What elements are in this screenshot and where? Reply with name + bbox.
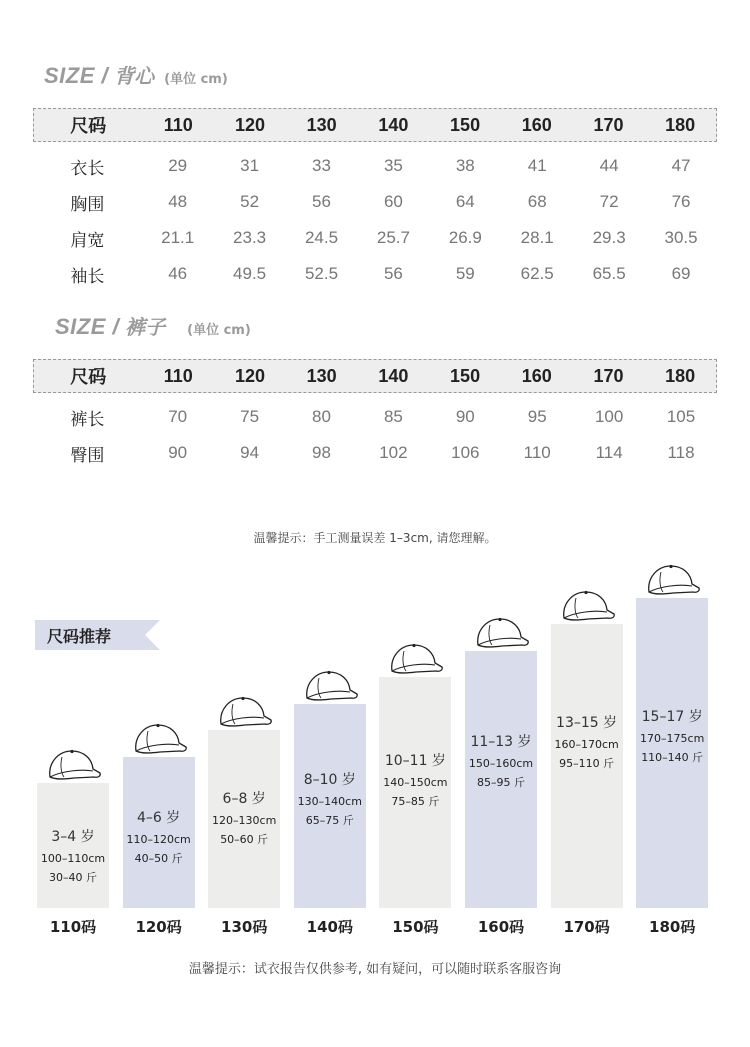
table-cell: 48 (168, 192, 188, 211)
table-cell: 64 (455, 192, 475, 211)
age-range: 10–11 岁 (384, 752, 446, 769)
weight-range: 30–40 斤 (49, 871, 97, 884)
table-cell: 52 (240, 192, 260, 211)
vest-size-table (33, 108, 717, 292)
height-range: 150–160cm (468, 756, 534, 770)
table-cell: 105 (666, 407, 696, 426)
table-cell: 30.5 (664, 228, 698, 247)
table-cell: 106 (451, 443, 480, 462)
table-cell: 80 (312, 407, 331, 426)
header-size: 150 (450, 114, 481, 135)
table-cell: 49.5 (233, 264, 267, 283)
height-range: 110–120cm (126, 832, 191, 846)
size-code-label: 160码 (477, 918, 525, 936)
table-cell: 69 (671, 264, 691, 283)
age-range: 13–15 岁 (556, 714, 618, 731)
table-cell: 52.5 (304, 264, 339, 283)
cap-icon (386, 641, 444, 681)
measurement-tip: 温馨提示：手工测量误差 1–3cm, 请您理解。 (253, 531, 497, 545)
row-label: 袖长 (70, 266, 105, 287)
pants-title-en: SIZE / (55, 314, 120, 339)
weight-range: 50–60 斤 (220, 832, 269, 846)
weight-range: 65–75 斤 (305, 813, 354, 827)
table-cell: 110 (523, 443, 551, 462)
weight-range: 110–140 斤 (641, 751, 704, 764)
header-size: 160 (521, 365, 552, 386)
recommend-bar-column (465, 651, 537, 908)
table-cell: 28.1 (520, 228, 554, 247)
size-code-label: 150码 (392, 918, 439, 936)
weight-range: 75–85 斤 (391, 794, 440, 808)
age-range: 8–10 岁 (303, 771, 356, 788)
header-size: 140 (378, 365, 409, 386)
cap-icon (301, 668, 359, 708)
size-code-label: 170码 (563, 918, 610, 936)
table-cell: 102 (379, 443, 408, 462)
pants-section-title (55, 311, 251, 340)
cap-icon (44, 747, 102, 787)
table-cell: 72 (599, 192, 619, 211)
header-size: 180 (665, 365, 696, 386)
table-cell: 38 (455, 156, 475, 175)
table-cell: 62.5 (520, 264, 554, 283)
pants-header-row (33, 359, 717, 393)
header-size: 150 (450, 365, 481, 386)
table-cell: 44 (599, 156, 619, 175)
row-label: 胸围 (70, 194, 105, 215)
table-cell: 47 (671, 156, 691, 175)
header-size: 110 (163, 114, 193, 135)
weight-range: 85–95 斤 (477, 775, 525, 789)
table-cell: 65.5 (592, 264, 626, 283)
header-label: 尺码 (70, 116, 107, 137)
cap-icon (558, 588, 616, 628)
table-row (33, 220, 717, 256)
header-size: 170 (593, 365, 624, 386)
header-size: 110 (163, 365, 193, 386)
row-label: 衣长 (70, 158, 105, 179)
table-cell: 46 (168, 264, 188, 283)
cap-icon (130, 721, 188, 761)
table-cell: 94 (240, 443, 260, 462)
recommend-bar-column (37, 783, 109, 908)
table-cell: 75 (240, 407, 260, 426)
vest-title-en: SIZE / (44, 63, 109, 88)
table-cell: 35 (383, 156, 403, 175)
table-row (33, 399, 717, 435)
height-range: 160–170cm (554, 737, 619, 751)
table-cell: 68 (527, 192, 547, 211)
table-row (33, 435, 717, 471)
recommend-bar-column (551, 624, 623, 908)
age-range: 15–17 岁 (641, 709, 703, 725)
weight-range: 95–110 斤 (559, 756, 615, 770)
table-cell: 70 (168, 407, 188, 426)
table-cell: 31 (240, 156, 260, 175)
fitting-tip: 温馨提示：试衣报告仅供参考, 如有疑问，可以随时联系客服咨询 (188, 962, 562, 977)
vest-header-row (33, 108, 717, 142)
table-cell: 56 (312, 192, 331, 211)
recommend-bar-column (208, 730, 280, 908)
vest-title-cn: 背心 (114, 64, 155, 88)
table-row (33, 256, 717, 292)
size-code-label: 180码 (649, 918, 696, 936)
height-range: 140–150cm (383, 775, 448, 789)
header-size: 120 (234, 114, 265, 135)
header-size: 120 (234, 365, 265, 386)
table-cell: 90 (455, 407, 475, 426)
cap-icon (215, 694, 273, 734)
row-label: 肩宽 (70, 230, 105, 251)
recommend-bar-column (123, 757, 195, 908)
table-cell: 29.3 (592, 228, 626, 247)
table-cell: 100 (594, 407, 624, 426)
table-cell: 76 (671, 192, 691, 211)
table-row (33, 148, 717, 184)
table-cell: 118 (667, 443, 695, 462)
table-cell: 95 (527, 407, 547, 426)
row-label: 臀围 (70, 445, 105, 466)
vest-section-title (44, 60, 228, 89)
recommend-bar-column (636, 598, 708, 908)
recommend-title: 尺码推荐 (47, 627, 112, 646)
size-code-label: 130码 (221, 918, 268, 936)
age-range: 11–13 岁 (470, 733, 532, 750)
row-label: 裤长 (70, 409, 105, 430)
height-range: 100–110cm (40, 852, 106, 865)
pants-size-table (33, 359, 717, 471)
table-cell: 98 (312, 443, 331, 462)
table-cell: 114 (595, 443, 623, 462)
recommend-bar-column (294, 704, 366, 908)
header-size: 160 (521, 114, 552, 135)
header-label: 尺码 (70, 367, 107, 388)
header-size: 180 (665, 114, 696, 135)
size-code-label: 120码 (135, 918, 182, 936)
table-cell: 56 (383, 264, 403, 283)
weight-range: 40–50 斤 (134, 851, 183, 865)
table-cell: 24.5 (304, 228, 339, 247)
height-range: 170–175cm (640, 732, 705, 745)
cap-icon (643, 562, 701, 602)
table-cell: 23.3 (233, 228, 267, 247)
header-size: 170 (593, 114, 624, 135)
table-row (33, 184, 717, 220)
height-range: 120–130cm (212, 813, 277, 827)
vest-unit: (单位 cm) (164, 72, 228, 87)
table-cell: 90 (168, 443, 188, 462)
header-size: 130 (306, 365, 337, 386)
age-range: 3–4 岁 (51, 829, 95, 845)
age-range: 4–6 岁 (136, 809, 181, 826)
table-cell: 29 (168, 156, 188, 175)
pants-unit: (单位 cm) (187, 323, 251, 338)
age-range: 6–8 岁 (222, 790, 266, 807)
header-size: 130 (306, 114, 337, 135)
size-code-label: 110码 (49, 918, 97, 936)
table-cell: 25.7 (376, 228, 410, 247)
table-cell: 59 (455, 264, 475, 283)
table-cell: 41 (527, 156, 547, 175)
header-size: 140 (378, 114, 409, 135)
table-cell: 33 (312, 156, 331, 175)
table-cell: 21.1 (161, 228, 195, 247)
size-code-label: 140码 (306, 918, 353, 936)
recommend-tag (35, 620, 160, 650)
table-cell: 60 (383, 192, 403, 211)
table-cell: 85 (383, 407, 403, 426)
table-cell: 26.9 (448, 228, 482, 247)
recommend-bar-column (379, 677, 451, 908)
cap-icon (472, 615, 530, 655)
height-range: 130–140cm (297, 794, 362, 808)
pants-title-cn: 裤子 (125, 315, 166, 339)
